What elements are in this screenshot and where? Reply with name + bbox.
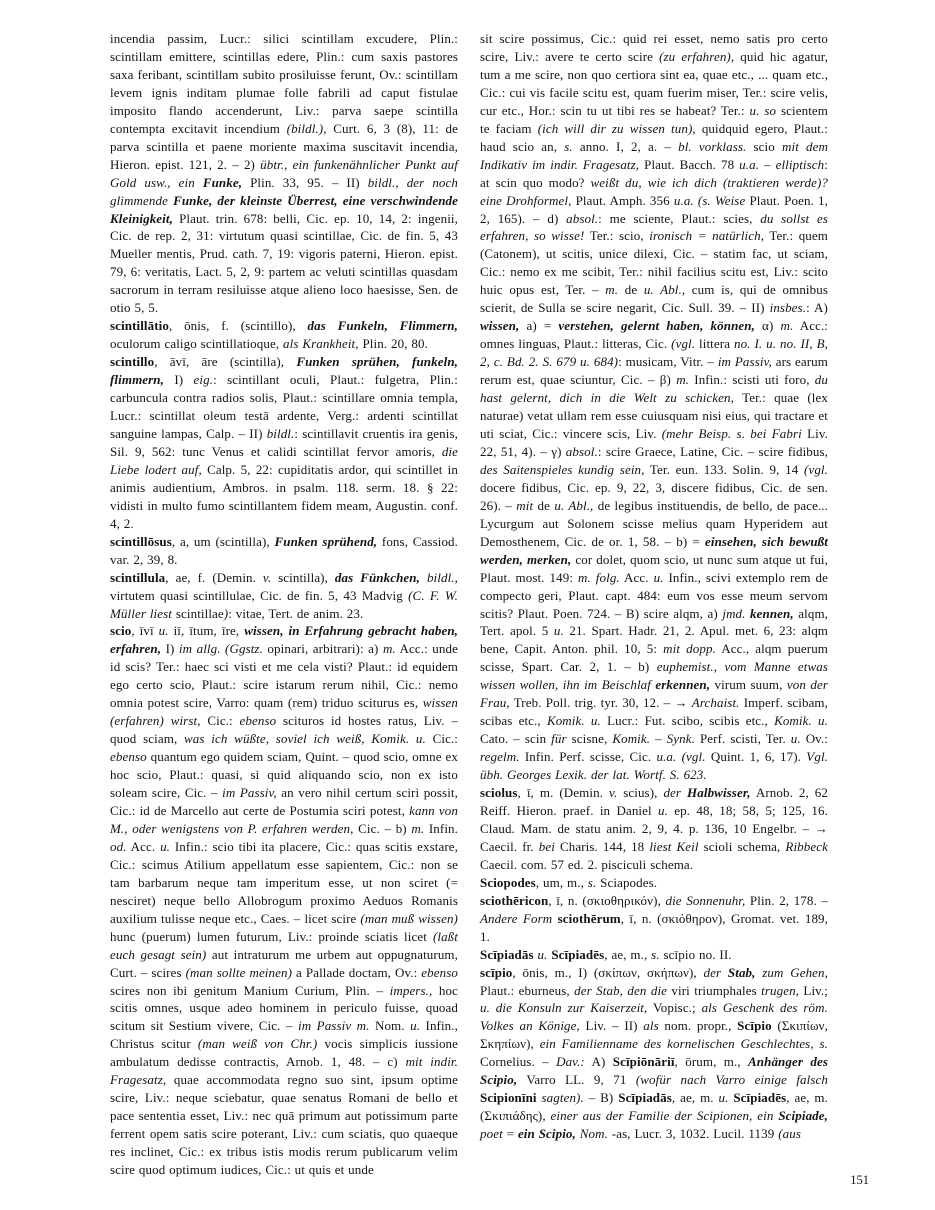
entry-scipiadas-ref: Scīpiadās u. Scīpiadēs, ae, m., s. scīpio no. II. [480,946,732,962]
entry-scintillula: scintillula, ae, f. (Demin. v. scintilla), das Fünkchen, bildl., virtutem quasi scintillulae, Cic. de fin. 5, 43 Madvig (C. F. W. Müller liest scintillae): vitae, Tert. de anim. 23. [110,569,462,621]
entry-sciolus: sciolus, ī, m. (Demin. v. scius), der Halbwisser, Arnob. 2, 62 Reiff. Hieron. praef. in Daniel u. ep. 48, 18; 58, 5; 125, 16. Claud. Mam. de statu anim. 2, 9, 4. p. 136, 10 Engelbr. – → Caecil. fr. bei Charis. 144, 18 liest Keil scioli schema, Ribbeck Caecil. com. 57 ed. 2. pisciculi schema. [480,785,832,872]
entry-scio: scio, īvī u. iī, ītum, īre, wissen, in Erfahrung gebracht haben, erfahren, I) im allg. (Ggstz. opinari, arbitrari): a) m. Acc.: unde id scis? Ter.: haec sci visti et me cela visti? Plaut.: id equidem ego certo scio, Plaut.: scire istarum rerum nihil, Cic.: nemo omnia potest scire, Varro: quam (rem) triduo sciturus es, wissen (erfahren) wirst, Cic.: ebenso scituros id hostes ratus, Liv. – quod sciam, was ich wüßte, soviel ich weiß, Komik. u. Cic.: ebenso quantum ego quidem sciam, Quint. – quod scio, omne ex hoc scio, Plaut.: quasi, si quid aliquando scio, non ex isto soleam scire, Cic. – im Passiv, an vero nihil certum sciri possit, Cic.: id de Marcello aut certe de Postumia sciri potest, kann von M., oder wenigstens von P. erfahren werden, Cic. – b) m. Infin. od. Acc. u. Infin.: scio tibi ita placere, Cic.: quas scitis exstare, Cic.: scimus Atilium appellatum esse sapientem, Cic.: non se tam barbarum neque tam imperitum esse, ut non sciret (= nesciret) neque bello Allobrogum proximo Aeduos Romanis auxilium tulisse neque etc., Caes. – licet scire (man muß wissen) hunc (puerum) lumen futurum, Liv.: proinde sciatis licet (laßt euch gesagt sein) aut intraturum me urbem aut oppugnaturum, Curt. – scires (man sollte meinen) a Pallade doctam, Ov.: ebenso scires non ibi genitum Manium Curium, Plin. – impers., hoc scitis omnes, usque adeo hominem in periculo fuisse, quoad scitum sit Sestium vivere, Cic. – im Passiv m. Nom. u. Infin., Christus scitur (man weiß von Chr.) vocis simplicis iussione ambulatum dedisse contractis, Arnob. 1, 48. – c) mit indir. Fragesatz, quae accommodata regno suo sint, ipsum optime scire, Liv.: neque sciebatur, quae senatus Romani de bello et pace sententia esset, Liv.: nec quā primum aut potissimum parte ferrent opem satis scire poterant, Liv.: cum sciatis, quo quaeque res inclinet, Cic.: ex tribus istis modis rerum publicarum velim scire quod optimum iudices, Cic.: ut quis et unde [110,623,462,1178]
entry-scintillosus: scintillōsus, a, um (scintilla), Funken sprühend, fons, Cassiod. var. 2, 39, 8. [110,533,462,567]
entry-scintillatio: scintillātio, ōnis, f. (scintillo), das Funkeln, Flimmern, oculorum caligo scintillatioque, als Krankheit, Plin. 20, 80. [110,318,462,352]
entry-scintillo: scintillo, āvī, āre (scintilla), Funken sprühen, funkeln, flimmern, I) eig.: scintillant oculi, Plaut.: fulgetra, Plin.: carbuncula contra radios solis, Plaut.: scintillare omnia templa, Lucr.: scintillat oleum testā ardente, Verg.: ardenti scintillat sanguine lampas, Calp. – II) bildl.: scintillavit cruentis ira genis, Sil. 9, 562: tunc Venus et calidi scintillat fervor amoris, die Liebe lodert auf, Calp. 5, 22: cupiditatis ardor, qui scintillet in animis audientium, Ambros. in psalm. 118. serm. 18. § 22: vidisti in multo fumo scintillantem fidem meam, Augustin. conf. 4, 2. [110,354,462,531]
text-body [110,30,832,1179]
entry-sciopodes: Sciopodes, um, m., s. Sciapodes. [480,874,658,890]
entry-sciothericon: sciothēricon, ī, n. (σκιοθηρικόν), die Sonnenuhr, Plin. 2, 178. – Andere Form sciothērum, ī, n. (σκιόθηρον), Gromat. vet. 189, 1. [480,892,832,944]
column-left [110,30,462,1179]
column-right [480,30,832,1179]
entry-scipio: scīpio, ōnis, m., I) (σκίπων, σκήπων), der Stab, zum Gehen, Plaut.: eburneus, der Stab, den die viri triumphales trugen, Liv.; u. die Konsuln zur Kaiserzeit, Vopisc.; als Geschenk des röm. Volkes an Könige, Liv. – II) als nom. propr., Scīpio (Σκιπίων, Σκηπίων), ein Familienname des kornelischen Geschlechtes, s. Cornelius. – Dav.: A) Scīpiōnāriī, ōrum, m., Anhänger des Scipio, Varro LL. 9, 71 (wofür nach Varro einige falsch Scipionīni sagten). – B) Scīpiadās, ae, m. u. Scīpiadēs, ae, m. (Σκιπιάδης), einer aus der Familie der Scipionen, ein Scipiade, poet = ein Scipio, Nom. -as, Lucr. 3, 1032. Lucil. 1139 (aus [480,964,832,1142]
page-number: 151 [850,1173,869,1187]
entry-scintilla-continued: incendia passim, Lucr.: silici scintillam excudere, Plin.: scintillam emittere, scintillas edere, Plin.: cum saxis pastores saxa feribant, scintillam subito prosiluisse ferunt, Ov.: scintillam levem ignis inditam plumae folle fabrili ad caput fistulae imposito flando accenderunt, Liv.: parva saepe scintilla contempta excitavit incendium (bildl.), Curt. 6, 3 (8), 11: de parva scintilla et paene moriente maxima suscitavit incendia, Hieron. epist. 121, 2. – 2) übtr., ein funkenähnlicher Punkt auf Gold usw., ein Funke, Plin. 33, 95. – II) bildl., der noch glimmende Funke, der kleinste Überrest, eine verschwindende Kleinigkeit, Plaut. trin. 678: belli, Cic. ep. 10, 14, 2: ingenii, Cic. de rep. 2, 31: virtutum quasi scintillae, Cic. de fin. 5, 43 Mueller mentis, Prud. cath. 7, 19: vigoris paterni, Hieron. epist. 79, 6: veritatis, Lact. 5, 2, 9: partem ac veluti scintillas quasdam sacrorum in terram resiluisse atque alieno loco haesisse, Sen. de otio 5, 5. [110,31,462,316]
entry-scio-continued: sit scire possimus, Cic.: quid rei esset, nemo satis pro certo scire, Liv.: avere te certo scire (zu erfahren), quid hic agatur, tum a me scire, non quo certiora sint ea, quae etc., ... quam etc., Cic.: cui vis facile scitu est, quam fuerim miser, Ter.: scire velis, cur etc., Hor.: scin tu ut tibi res se habeat? Ter.: u. so scientem te faciam (ich will dir zu wissen tun), quidquid egero, Plaut.: haud scio an, s. anno. I, 2, a. – bl. vorklass. scio mit dem Indikativ im indir. Fragesatz, Plaut. Bacch. 78 u.a. – elliptisch: at scin quo modo? weißt du, wie ich dich (traktieren werde)? eine Drohformel, Plaut. Amph. 356 u.a. (s. Weise Plaut. Poen. 1, 2, 165). – d) absol.: me sciente, Plaut.: scies, du sollst es erfahren, so wisse! Ter.: scio, ironisch = natürlich, Ter.: quem (Catonem), ut scitis, unice dilexi, Cic. – statim fac, ut sciam, Cic.: nemo ex me scibit, Ter.: nihil facilius scitu est, Liv.: scito huic opus est, Ter. – m. de u. Abl., cum is, qui de omnibus scierit, de Sulla se scire negarit, Cic. Sull. 39. – II) insbes.: A) wissen, a) = verstehen, gelernt haben, können, α) m. Acc.: omnes linguas, Plaut.: litteras, Cic. (vgl. littera no. I. u. no. II, B, 2, c. Bd. 2. S. 679 u. 684): musicam, Vitr. – im Passiv, ars earum rerum est, quae sciuntur, Cic. – β) m. Infin.: scisti uti foro, du hast gelernt, dich in die Welt zu schicken, Ter.: quae (lex naturae) vetat ullam rem esse cuiusquam nisi eius, qui tractare et uti sciat, Cic.: vincere scis, Liv. (mehr Beisp. s. bei Fabri Liv. 22, 51, 4). – γ) absol.: scire Graece, Latine, Cic. – scire fidibus, des Saitenspieles kundig sein, Ter. eun. 133. Solin. 9, 14 (vgl. docere fidibus, Cic. ep. 9, 22, 3, discere fidibus, Cic. de sen. 26). – mit de u. Abl., de legibus instituendis, de bello, de pace... Lycurgum aut Solonem scisse melius quam Hyperidem aut Demosthenem, Cic. de or. 1, 58. – b) = einsehen, sich bewußt werden, merken, cor dolet, quom scio, ut nunc sum atque ut fui, Plaut. most. 149: m. folg. Acc. u. Infin., scivi extemplo rem de compecto geri, Plaut. capt. 484: eum vos esse meum servom scitis? Plaut. Poen. 724. – B) scire alqm, a) jmd. kennen, alqm, Tert. apol. 5 u. 21. Spart. Hadr. 21, 2. Apul. met. 6, 23: alqm bene, Capit. Anton. phil. 10, 5: mit dopp. Acc., alqm puerum scisse, Spart. Car. 2, 1. – b) euphemist., vom Manne etwas wissen wollen, ihn im Beischlaf erkennen, virum suum, von der Frau, Treb. Poll. trig. tyr. 30, 12. – → Archaist. Imperf. scibam, scibas etc., Komik. u. Lucr.: Fut. scibo, scibis etc., Komik. u. Cato. – scin für scisne, Komik. – Synk. Perf. scisti, Ter. u. Ov.: regelm. Infin. Perf. scisse, Cic. u.a. (vgl. Quint. 1, 6, 17). Vgl. übh. Georges Lexik. der lat. Wortf. S. 623. [480,31,832,783]
